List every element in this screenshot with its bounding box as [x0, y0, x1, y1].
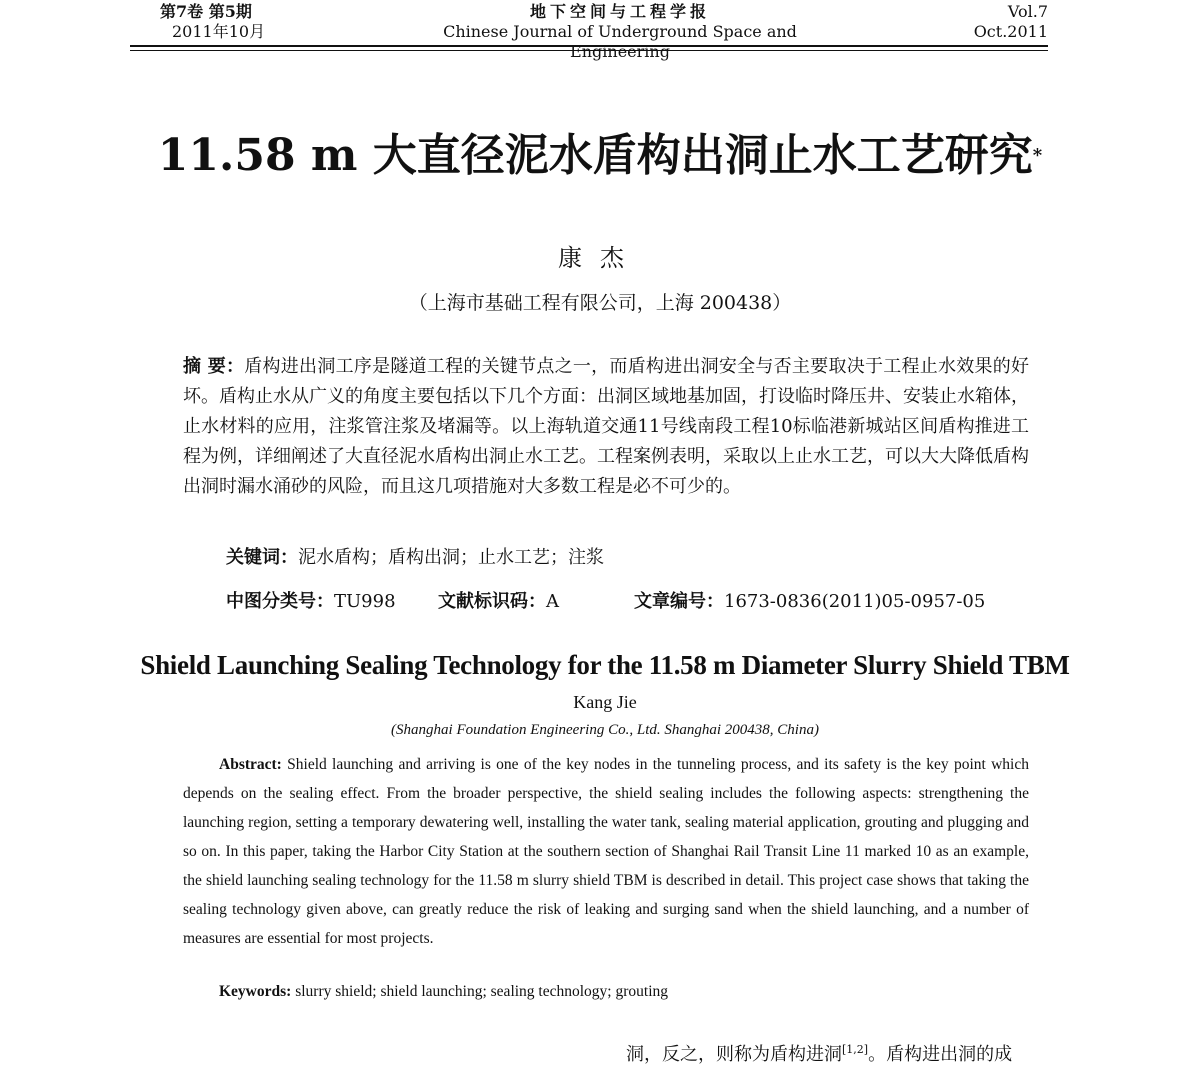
title-cn-text: 11.58 m 大直径泥水盾构出洞止水工艺研究 [157, 130, 1033, 181]
volume-en: Vol.7 [1007, 2, 1048, 21]
citation-ref: [1,2] [842, 1043, 869, 1056]
header-rule-thin [130, 50, 1048, 51]
body-text-fragment [626, 1040, 1012, 1065]
affiliation-cn: （上海市基础工程有限公司，上海 200438） [408, 292, 792, 314]
keywords-en-text: slurry shield; shield launching; sealing technology; grouting [295, 983, 669, 1000]
affiliation-en: (Shanghai Foundation Engineering Co., Ltd. Shanghai 200438, China) [391, 722, 819, 738]
publication-date-cn: 2011年10月 [172, 22, 266, 41]
clc-label: 中图分类号： [226, 591, 334, 612]
keywords-en [219, 983, 668, 1001]
article-number [634, 587, 985, 613]
abstract-en [183, 750, 1029, 953]
header-rule-thick [130, 45, 1048, 47]
paper-title-en: Shield Launching Sealing Technology for the 11.58 m Diameter Slurry Shield TBM [140, 650, 1070, 680]
body-text-tail: 。盾构进出洞的成 [868, 1044, 1013, 1065]
title-footnote-mark: * [1032, 145, 1043, 166]
author-en: Kang Jie [573, 692, 637, 712]
keywords-en-label: Keywords: [219, 983, 292, 1000]
article-number-label: 文章编号： [634, 591, 724, 612]
abstract-cn-label: 摘 要： [183, 356, 245, 377]
journal-name [420, 2, 820, 62]
keywords-cn-text: 泥水盾构；盾构出洞；止水工艺；注浆 [298, 547, 604, 568]
publication-date-en: Oct.2011 [973, 22, 1048, 41]
paper-title-cn [0, 128, 1200, 184]
doc-code-value: A [546, 591, 559, 612]
classification-row [226, 587, 1026, 613]
author-cn: 康杰 [558, 244, 642, 272]
body-text: 洞，反之，则称为盾构进洞 [626, 1044, 842, 1065]
journal-volume-en [974, 2, 1048, 42]
document-code [438, 587, 634, 613]
journal-volume-issue [160, 2, 265, 42]
doc-code-label: 文献标识码： [438, 591, 546, 612]
keywords-cn [226, 543, 604, 569]
abstract-en-text: Shield launching and arriving is one of the key nodes in the tunneling process, and its safety is the key point which depends on the sealing effect. From the broader perspective, the shield sealing includes the following aspects: strengthening the launching region, setting a temporary dewatering well, installing the water tank, sealing material application, grouting and plugging and so on. In this paper, taking the Harbor City Station at the southern section of Shanghai Rail Transit Line 11 marked 10 as an example, the shield launching sealing technology for the 11.58 m slurry shield TBM is described in detail. This project case shows that taking the sealing technology given above, can greatly reduce the risk of leaking and surging sand when the shield launching, and a number of measures are essential for most projects. [183, 756, 1029, 947]
keywords-cn-label: 关键词： [226, 547, 298, 568]
journal-name-cn: 地下空间与工程学报 [529, 2, 710, 21]
abstract-cn-text: 盾构进出洞工序是隧道工程的关键节点之一，而盾构进出洞安全与否主要取决于工程止水效果的好坏。盾构止水从广义的角度主要包括以下几个方面：出洞区域地基加固，打设临时降压井、安装止水箱体，止水材料的应用，注浆管注浆及堵漏等。以上海轨道交通11号线南段工程10标临港新城站区间盾构推进工程为例，详细阐述了大直径泥水盾构出洞止水工艺。工程案例表明，采取以上止水工艺，可以大大降低盾构出洞时漏水涌砂的风险，而且这几项措施对大多数工程是必不可少的。 [183, 356, 1029, 497]
volume-issue: 第7卷 第5期 [160, 2, 252, 21]
clc-value: TU998 [334, 591, 396, 612]
abstract-cn [183, 352, 1029, 502]
abstract-en-label: Abstract: [219, 756, 282, 773]
journal-name-en: Chinese Journal of Underground Space and Engineering [443, 22, 797, 61]
article-number-value: 1673-0836(2011)05-0957-05 [724, 591, 986, 612]
clc-number [226, 587, 438, 613]
